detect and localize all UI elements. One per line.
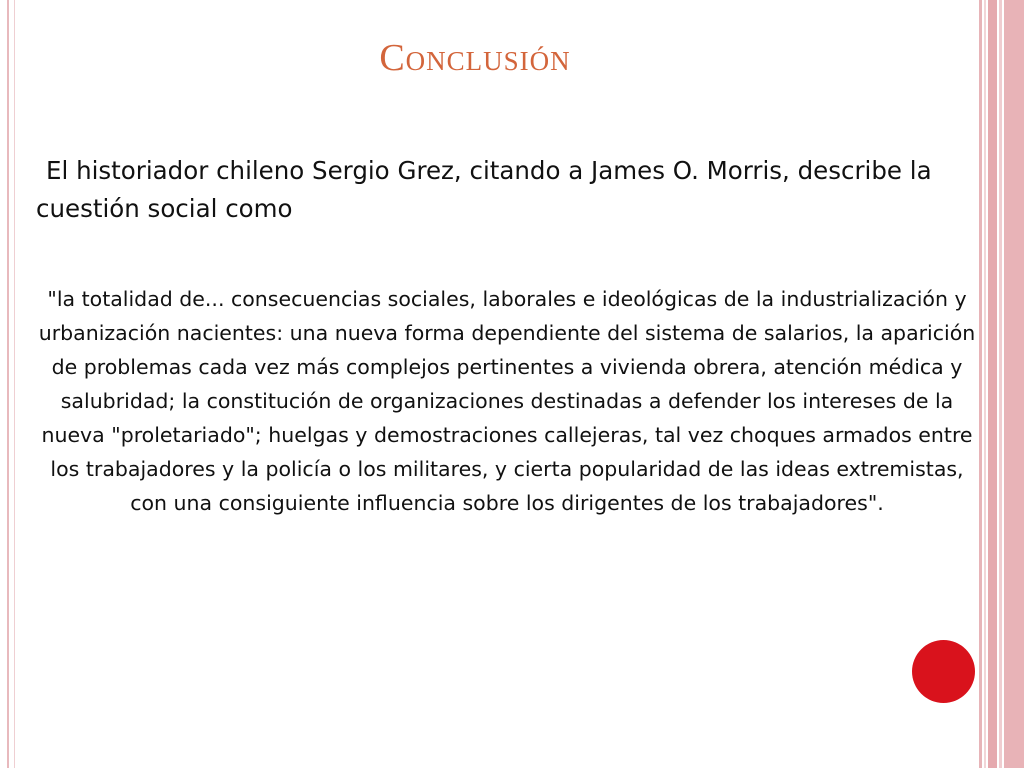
stripe [988, 0, 997, 768]
left-border-line-inner [14, 0, 15, 768]
right-decorative-stripes [979, 0, 1024, 768]
slide-title: Conclusión [379, 37, 571, 79]
red-circle-decoration [912, 640, 975, 703]
stripe [984, 0, 986, 768]
quote-paragraph: "la totalidad de... consecuencias sociales, laborales e ideológicas de la industrialización y urbanización nacientes: una nueva forma dependiente del sistema de salarios, la aparición de problemas cada vez más complejos pertinentes a vivienda obrera, atención médica y salubridad; la constitución de organizaciones destinadas a defender los intereses de la nueva "proletariado"; huelgas y demostraciones callejeras, tal vez choques armados entre los trabajadores y la policía o los militares, y cierta popularidad de las ideas extremistas, con una consiguiente influencia sobre los dirigentes de los trabajadores". [38, 287, 976, 515]
left-border-line [7, 0, 9, 768]
stripe [999, 0, 1002, 768]
stripe [1004, 0, 1024, 768]
intro-paragraph: El historiador chileno Sergio Grez, citando a James O. Morris, describe la cuestión social como [36, 156, 932, 223]
